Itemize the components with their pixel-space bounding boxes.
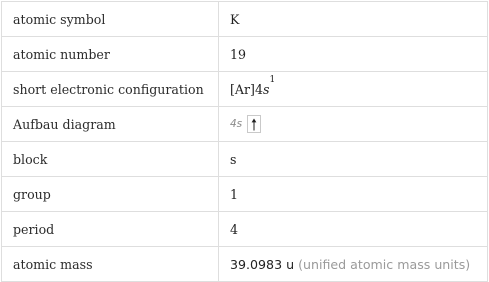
- electron-configuration-value: [219, 72, 488, 107]
- table-row: [2, 37, 488, 72]
- atomic-mass-unit-note: (unified atomic mass units): [298, 256, 471, 272]
- table-row: [2, 2, 488, 37]
- block-value: s: [219, 142, 488, 177]
- table-row: [2, 107, 488, 142]
- row-label: group: [2, 177, 219, 212]
- orbital-box: [247, 115, 261, 133]
- group-value: 1: [219, 177, 488, 212]
- period-value: 4: [219, 212, 488, 247]
- config-core: [Ar]4: [230, 81, 263, 97]
- config-subshell: s: [262, 81, 270, 97]
- properties-table: [1, 1, 488, 282]
- spin-up-arrow-icon: [250, 118, 258, 131]
- table-row: [2, 142, 488, 177]
- table-row: [2, 177, 488, 212]
- row-label: period: [2, 212, 219, 247]
- row-label: atomic symbol: [2, 2, 219, 37]
- atomic-mass-unit: u: [286, 256, 295, 272]
- atomic-number-value: 19: [219, 37, 488, 72]
- atomic-symbol-value: K: [219, 2, 488, 37]
- aufbau-diagram-value: [219, 107, 488, 142]
- table-row: [2, 247, 488, 282]
- atomic-mass-number: 39.0983: [230, 256, 283, 272]
- row-label: short electronic configuration: [2, 72, 219, 107]
- row-label: Aufbau diagram: [2, 107, 219, 142]
- row-label: block: [2, 142, 219, 177]
- atomic-mass-value: [219, 247, 488, 282]
- table-row: [2, 212, 488, 247]
- table-row: [2, 72, 488, 107]
- row-label: atomic mass: [2, 247, 219, 282]
- config-electron-count: 1: [269, 74, 276, 85]
- row-label: atomic number: [2, 37, 219, 72]
- aufbau-diagram: [230, 115, 261, 133]
- orbital-label: 4s: [230, 118, 243, 130]
